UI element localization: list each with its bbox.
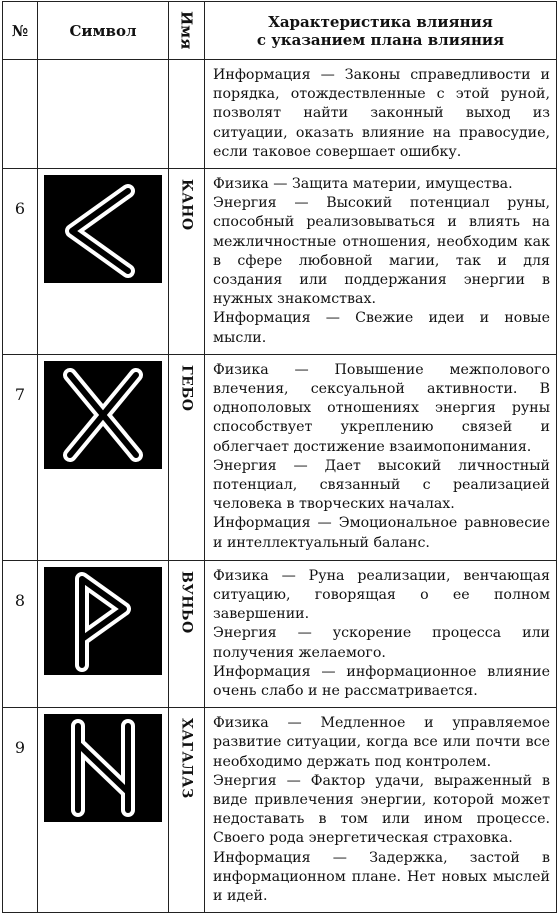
table-header-row — [3, 2, 557, 60]
symbol-cell — [38, 60, 169, 169]
table-row — [3, 708, 557, 913]
energy-line: Энергия — Фактор удачи, выраженный в виде привлечения энергии, которой может недоставать в том или ином процессе. Своего рода энергетическая страховка. — [213, 772, 550, 847]
description-cell — [205, 354, 557, 560]
info-line: Информация — Законы справедливости и порядка, отождествленные с этой руной, позволят найти законный выход из ситуации, оказать влияние на правосудие, если таковое совершает ошибку. — [213, 67, 550, 160]
physics-line: Физика — Медленное и управляемое развитие ситуации, когда все или почти все необходимо держать под контролем. — [213, 715, 550, 770]
description-cell — [205, 60, 557, 169]
symbol-cell — [38, 708, 169, 913]
wunjo-rune-icon — [44, 567, 162, 675]
hagalaz-rune-icon — [44, 714, 162, 822]
rune-name: ХАГАЛАЗ — [178, 718, 195, 799]
name-cell — [169, 560, 205, 707]
rune-name: КАНО — [178, 179, 195, 231]
row-number: 8 — [3, 560, 38, 707]
name-cell — [169, 169, 205, 355]
header-number: № — [3, 2, 38, 60]
header-description: Характеристика влияния с указанием плана влияния — [205, 2, 557, 60]
energy-line: Энергия — Высокий потенциал руны, способный реализовываться и влиять на межличностные отношения, необходим как в сфере любовной магии, так и для создания или поддержания энергии в нужных знакомствах. — [213, 195, 550, 308]
header-symbol: Символ — [38, 2, 169, 60]
name-cell — [169, 60, 205, 169]
energy-line: Энергия — ускорение процесса или получения желаемого. — [213, 625, 550, 661]
header-name: Имя — [169, 2, 205, 60]
info-line: Информация — информационное влияние очень слабо и не рассматривается. — [213, 663, 550, 700]
row-number: 6 — [3, 169, 38, 355]
rune-table — [2, 1, 557, 913]
table-row — [3, 169, 557, 355]
table-row — [3, 560, 557, 707]
physics-line: Физика — Защита материи, имущества. — [213, 176, 513, 193]
rune-name: ГЕБО — [178, 364, 195, 412]
symbol-cell — [38, 560, 169, 707]
info-line: Информация — Эмоциональное равновесие и интеллектуальный баланс. — [213, 515, 550, 551]
row-number: 7 — [3, 354, 38, 560]
info-line: Информация — Свежие идеи и новые мысли. — [213, 310, 550, 346]
physics-line: Физика — Повышение межполового влечения, сексуальной активности. В однополовых отношениях энергия руны способствует укреплению связей и облегчает достижение взаимопонимания. — [213, 361, 550, 455]
info-line: Информация — Задержка, застой в информационном плане. Нет новых мыслей и идей. — [213, 849, 550, 905]
symbol-cell — [38, 354, 169, 560]
row-number — [3, 60, 38, 169]
table-row — [3, 354, 557, 560]
symbol-cell — [38, 169, 169, 355]
description-cell — [205, 169, 557, 355]
gebo-rune-icon — [44, 361, 162, 469]
physics-line: Физика — Руна реализации, венчающая ситуацию, говорящая о ее полном завершении. — [213, 567, 550, 623]
description-cell — [205, 708, 557, 913]
row-number: 9 — [3, 708, 38, 913]
name-cell — [169, 708, 205, 913]
table-row — [3, 60, 557, 169]
name-cell — [169, 354, 205, 560]
rune-name: ВУНЬО — [178, 570, 195, 634]
energy-line: Энергия — Дает высокий личностный потенциал, связанный с реализацией человека в творческих началах. — [213, 457, 550, 513]
description-cell — [205, 560, 557, 707]
kano-rune-icon — [44, 175, 162, 283]
